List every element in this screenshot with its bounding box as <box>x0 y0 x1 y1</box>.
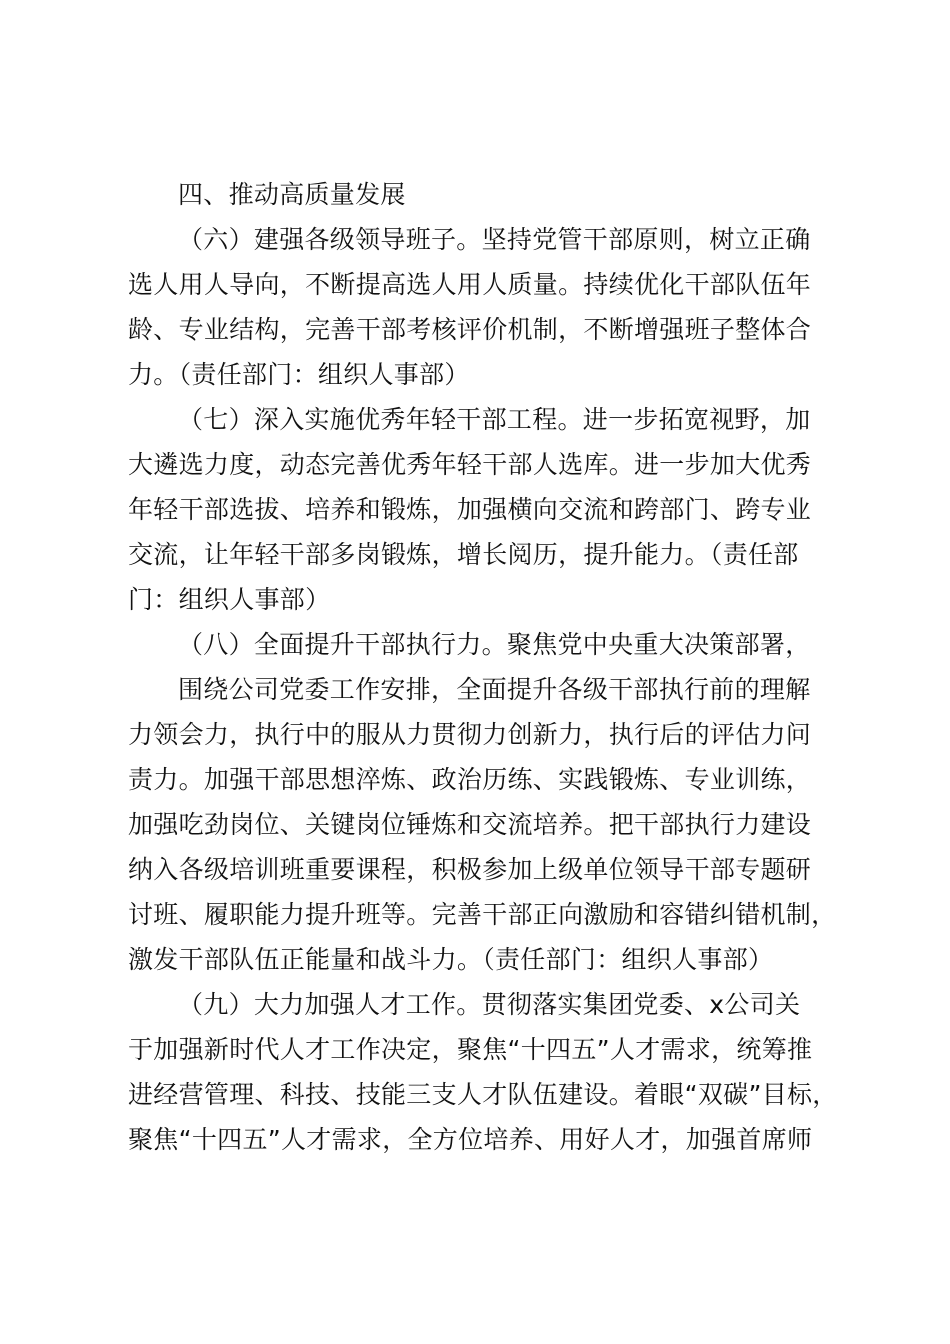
paragraph-6-line-2: 选人用人导向，不断提高选人用人质量。持续优化干部队伍年 <box>128 270 812 299</box>
paragraph-8-line-4: 责力。加强干部思想淬炼、政治历练、实践锻炼、专业训练， <box>128 765 812 794</box>
paragraph-7-line-1: （七）深入实施优秀年轻干部工程。进一步拓宽视野，加 <box>178 405 811 434</box>
paragraph-8-line-2: 围绕公司党委工作安排，全面提升各级干部执行前的理解 <box>178 675 811 704</box>
paragraph-6-line-4: 力。（责任部门：组织人事部） <box>128 360 470 389</box>
paragraph-8-line-5: 加强吃劲岗位、关键岗位锤炼和交流培养。把干部执行力建设 <box>128 810 812 839</box>
paragraph-6-line-3: 龄、专业结构，完善干部考核评价机制，不断增强班子整体合 <box>128 315 812 344</box>
section-heading: 四、推动高质量发展 <box>178 180 406 209</box>
paragraph-8-line-8: 激发干部队伍正能量和战斗力。（责任部门：组织人事部） <box>128 945 774 974</box>
paragraph-8-line-7: 讨班、履职能力提升班等。完善干部正向激励和容错纠错机制， <box>128 900 837 929</box>
paragraph-9-line-2: 于加强新时代人才工作决定，聚焦“十四五”人才需求，统筹推 <box>128 1035 813 1064</box>
paragraph-9-line-1: （九）大力加强人才工作。贯彻落实集团党委、x公司关 <box>178 990 801 1019</box>
paragraph-7-line-4: 交流，让年轻干部多岗锻炼，增长阅历，提升能力。（责任部 <box>128 540 799 569</box>
paragraph-7-line-3: 年轻干部选拔、培养和锻炼，加强横向交流和跨部门、跨专业 <box>128 495 812 524</box>
paragraph-7-line-5: 门：组织人事部） <box>128 585 331 614</box>
paragraph-8-line-6: 纳入各级培训班重要课程，积极参加上级单位领导干部专题研 <box>128 855 812 884</box>
paragraph-7-line-2: 大遴选力度，动态完善优秀年轻干部人选库。进一步加大优秀 <box>128 450 812 479</box>
paragraph-6-line-1: （六）建强各级领导班子。坚持党管干部原则，树立正确 <box>178 225 811 254</box>
paragraph-8-line-3: 力领会力，执行中的服从力贯彻力创新力，执行后的评估力问 <box>128 720 812 749</box>
paragraph-8-line-1: （八）全面提升干部执行力。聚焦党中央重大决策部署， <box>178 630 811 659</box>
paragraph-9-line-4: 聚焦“十四五”人才需求，全方位培养、用好人才，加强首席师 <box>128 1125 813 1154</box>
paragraph-9-line-3: 进经营管理、科技、技能三支人才队伍建设。着眼“双碳”目标， <box>128 1080 838 1109</box>
